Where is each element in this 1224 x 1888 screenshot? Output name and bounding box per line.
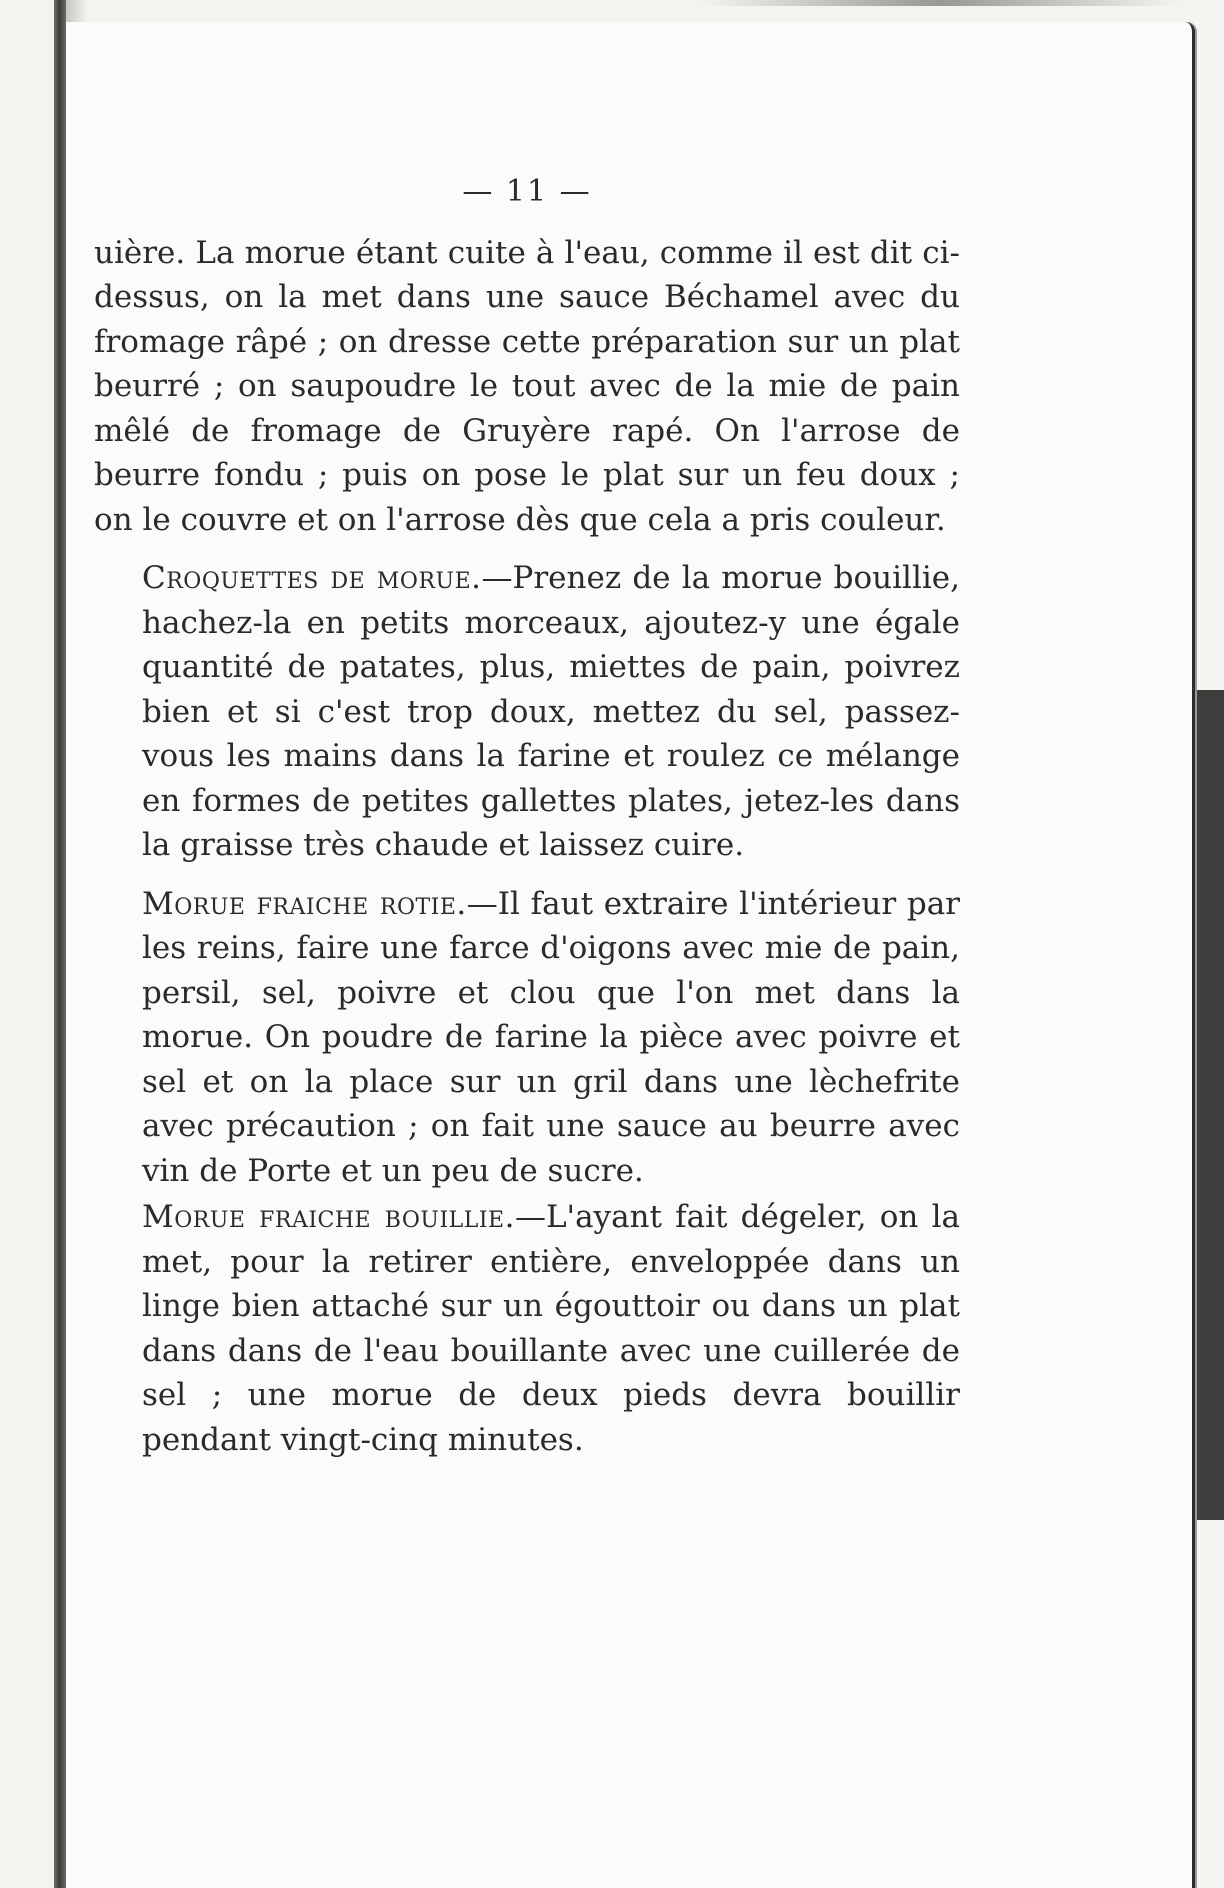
recipe-morue-fraiche-rotie [94, 882, 960, 1194]
recipe-morue-fraiche-bouillie [94, 1195, 960, 1462]
recipe-heading: Croquettes de morue. [142, 560, 482, 596]
book-binding-edge [54, 0, 66, 1888]
recipe-text: —L'ayant fait dégeler, on la met, pour la retirer entière, enveloppée dans un linge bien attaché sur un égouttoir ou dans un plat dans dans de l'eau bouillante avec une cuillerée de sel ; une morue de deux pieds devra bouillir pendant vingt-cinq minutes. [142, 1199, 960, 1458]
recipe-croquettes-de-morue [94, 556, 960, 868]
recipe-heading: Morue fraiche rotie. [142, 885, 467, 922]
paragraph-continuation [94, 231, 960, 543]
recipe-heading: Morue fraiche bouillie. [142, 1199, 515, 1235]
page-text [94, 170, 960, 1462]
recipe-text: —Il faut extraire l'intérieur par les reins, faire une farce d'oigons avec mie de pain, persil, sel, poivre et clou que l'on met dans la morue. On poudre de farine la pièce avec poivre et sel et on la place sur un gril dans une lèchefrite avec précaution ; on fait une sauce au beurre avec vin de Porte et un peu de sucre. [142, 885, 961, 1189]
recipe-text: —Prenez de la morue bouillie, hachez-la en petits morceaux, ajoutez-y une égale quantité de patates, plus, miettes de pain, poivrez bien et si c'est trop doux, mettez du sel, passez-vous les mains dans la farine et roulez ce mélange en formes de petites gallettes plates, jetez-les dans la graisse très chaude et laissez cuire. [142, 560, 960, 863]
page-number: — 11 — [462, 174, 592, 209]
paragraph-text: uière. La morue étant cuite à l'eau, comme il est dit ci-dessus, on la met dans une sauce Béchamel avec du fromage râpé ; on dresse cette préparation sur un plat beurré ; on saupoudre le tout avec de la mie de pain mêlé de fromage de Gruyère rapé. On l'arrose de beurre fondu ; puis on pose le plat sur un feu doux ; on le couvre et on l'arrose dès que cela a pris couleur. [94, 234, 960, 538]
adjacent-page-edge [1193, 690, 1224, 1520]
top-scan-edge [700, 0, 1180, 6]
